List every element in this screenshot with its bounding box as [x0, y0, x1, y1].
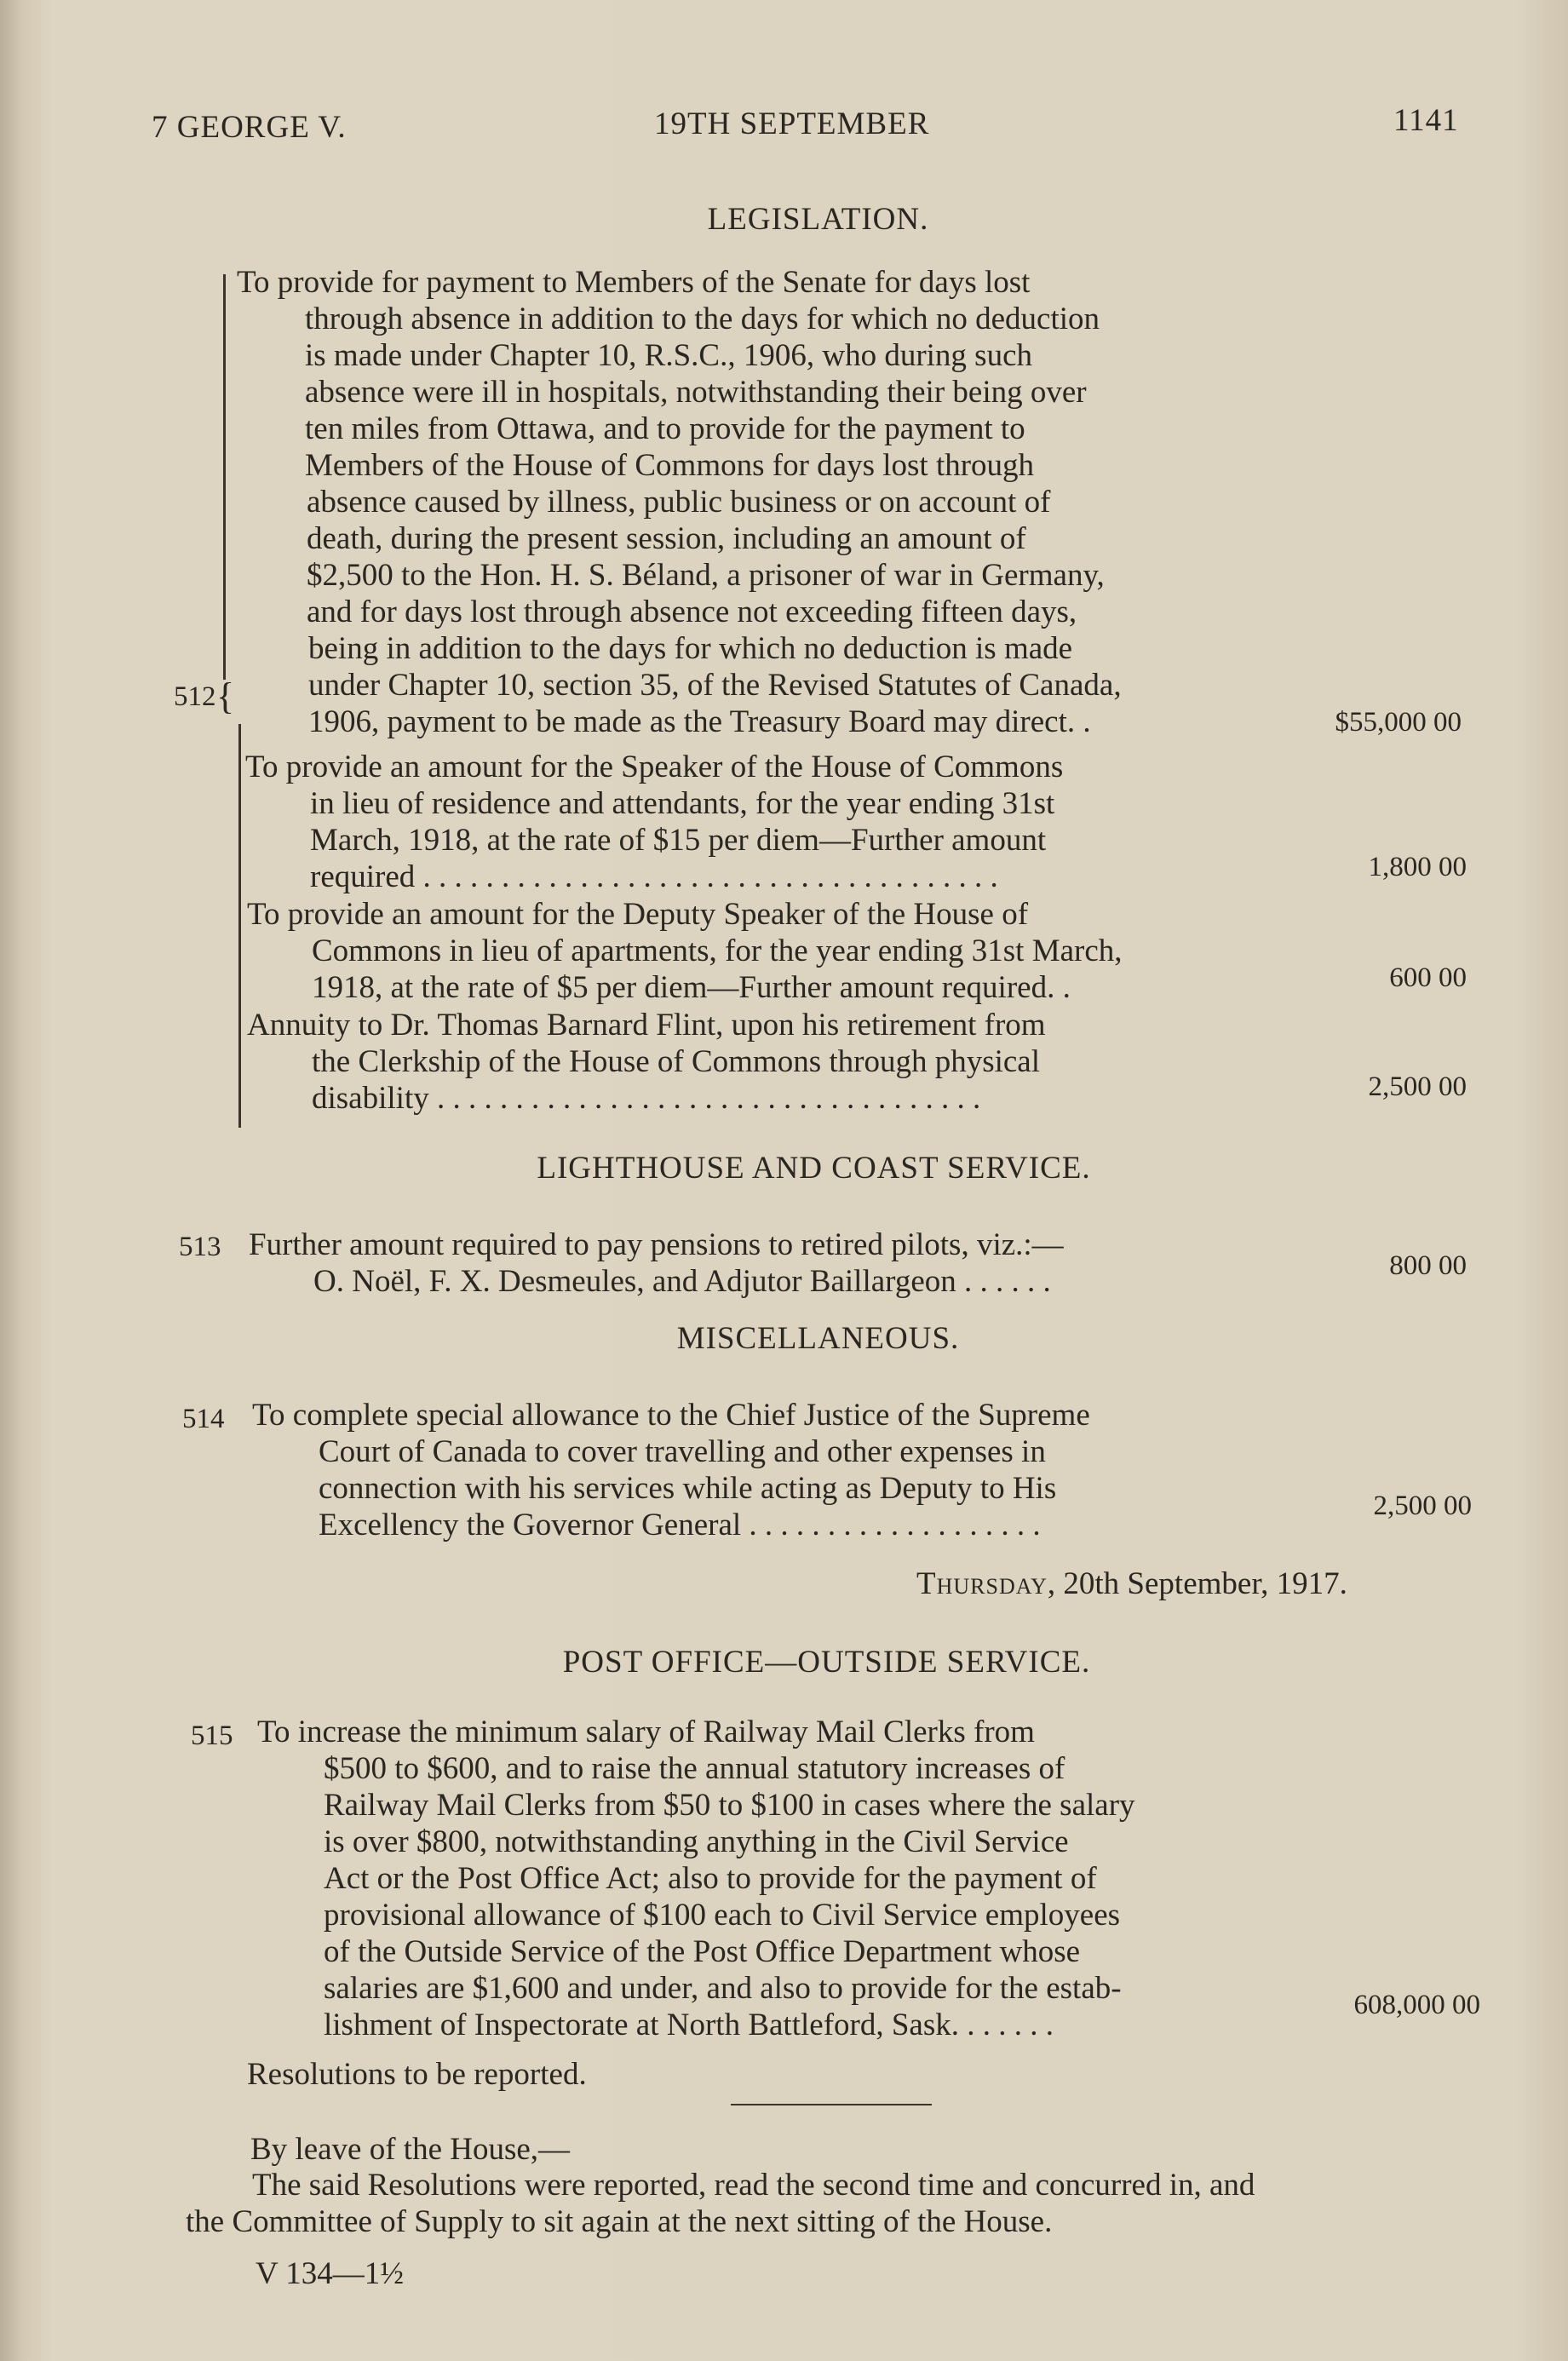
heading-miscellaneous: MISCELLANEOUS. — [676, 1321, 960, 1356]
text-line: absence were ill in hospitals, notwithstanding their being over — [305, 375, 1087, 410]
item-number-515: 515 — [191, 1720, 233, 1751]
text-line: O. Noël, F. X. Desmeules, and Adjutor Baillargeon . . . . . . — [313, 1264, 1051, 1299]
text-line: required . . . . . . . . . . . . . . . . . . . . . . . . . . . . . . . . . . . . . — [310, 859, 998, 894]
text-line: March, 1918, at the rate of $15 per diem—Further amount — [310, 823, 1047, 858]
amount: 600 00 — [1389, 962, 1467, 993]
text-line: under Chapter 10, section 35, of the Revised Statutes of Canada, — [308, 668, 1122, 703]
resolutions-line: Resolutions to be reported. — [247, 2057, 587, 2092]
brace-point: { — [216, 675, 235, 717]
text-line: Annuity to Dr. Thomas Barnard Flint, upon his retirement from — [247, 1008, 1046, 1043]
text-line: $500 to $600, and to raise the annual statutory increases of — [324, 1751, 1065, 1786]
heading-post-office: POST OFFICE—OUTSIDE SERVICE. — [562, 1645, 1091, 1680]
text-line: To complete special allowance to the Chief Justice of the Supreme — [252, 1398, 1090, 1433]
item-number-514: 514 — [182, 1404, 225, 1434]
dateline-day: Thursday — [916, 1566, 1048, 1601]
item-number-512: 512 — [174, 681, 216, 712]
text-line: Further amount required to pay pensions to retired pilots, viz.:— — [249, 1227, 1064, 1262]
text-line: Court of Canada to cover travelling and other expenses in — [319, 1434, 1046, 1469]
divider — [731, 2104, 932, 2105]
text-line: 1918, at the rate of $5 per diem—Further amount required. . — [312, 970, 1071, 1005]
text-line: of the Outside Service of the Post Office Department whose — [324, 1934, 1081, 1969]
text-line: $2,500 to the Hon. H. S. Béland, a prisoner of war in Germany, — [307, 558, 1105, 593]
amount: 800 00 — [1389, 1250, 1467, 1281]
text-line: lishment of Inspectorate at North Battleford, Sask. . . . . . . — [324, 2008, 1054, 2042]
text-line: absence caused by illness, public business or on account of — [307, 485, 1051, 520]
text-line: through absence in addition to the days for which no deduction — [305, 302, 1100, 336]
text-line: disability . . . . . . . . . . . . . . . . . . . . . . . . . . . . . . . . . . . — [312, 1081, 981, 1116]
text-line: salaries are $1,600 and under, and also to provide for the estab- — [324, 1971, 1122, 2006]
amount: $55,000 00 — [1335, 707, 1462, 738]
text-line: being in addition to the days for which no deduction is made — [308, 631, 1073, 666]
text-line: To increase the minimum salary of Railway Mail Clerks from — [257, 1715, 1035, 1749]
brace-top — [223, 274, 226, 680]
text-line: To provide for payment to Members of the Senate for days lost — [237, 265, 1031, 300]
header-center: 19TH SEPTEMBER — [654, 106, 930, 141]
text-line: is made under Chapter 10, R.S.C., 1906, who during such — [305, 338, 1032, 373]
text-line: Railway Mail Clerks from $50 to $100 in cases where the salary — [324, 1788, 1135, 1823]
text-line: To provide an amount for the Deputy Speaker of the House of — [247, 897, 1029, 932]
text-line: To provide an amount for the Speaker of the House of Commons — [245, 750, 1064, 784]
text-line: and for days lost through absence not exceeding fifteen days, — [307, 595, 1077, 629]
closing-paragraph-line: The said Resolutions were reported, read the second time and concurred in, and — [252, 2168, 1255, 2203]
dateline — [916, 1565, 1347, 1602]
brace-bottom — [238, 724, 241, 1128]
text-line: the Clerkship of the House of Commons through physical — [312, 1044, 1041, 1079]
text-line: Members of the House of Commons for days lost through — [305, 448, 1035, 483]
text-line: is over $800, notwithstanding anything in the Civil Service — [324, 1824, 1069, 1859]
closing-paragraph-line: the Committee of Supply to sit again at the next sitting of the House. — [186, 2204, 1053, 2239]
heading-lighthouse: LIGHTHOUSE AND COAST SERVICE. — [537, 1151, 1091, 1186]
amount: 1,800 00 — [1368, 852, 1467, 882]
page-number: 1141 — [1393, 103, 1459, 138]
dateline-rest: , 20th September, 1917. — [1047, 1566, 1347, 1601]
header-left: 7 GEORGE V. — [152, 110, 347, 145]
text-line: in lieu of residence and attendants, for the year ending 31st — [310, 786, 1055, 821]
amount: 608,000 00 — [1353, 1990, 1480, 2020]
heading-legislation: LEGISLATION. — [707, 202, 929, 237]
item-number-513: 513 — [179, 1232, 221, 1262]
amount: 2,500 00 — [1368, 1071, 1467, 1102]
text-line: Excellency the Governor General . . . . . . . . . . . . . . . . . . . — [319, 1508, 1041, 1542]
text-line: ten miles from Ottawa, and to provide for the payment to — [305, 411, 1025, 446]
text-line: death, during the present session, including an amount of — [307, 521, 1026, 556]
printer-signature: V 134—1½ — [256, 2256, 405, 2291]
text-line: connection with his services while acting as Deputy to His — [319, 1471, 1057, 1506]
text-line: Act or the Post Office Act; also to provide for the payment of — [324, 1861, 1097, 1896]
leave-line: By leave of the House,— — [250, 2132, 571, 2167]
text-line: Commons in lieu of apartments, for the year ending 31st March, — [312, 933, 1123, 968]
text-line: 1906, payment to be made as the Treasury Board may direct. . — [308, 704, 1091, 739]
amount: 2,500 00 — [1373, 1491, 1472, 1521]
text-line: provisional allowance of $100 each to Civil Service employees — [324, 1898, 1121, 1933]
